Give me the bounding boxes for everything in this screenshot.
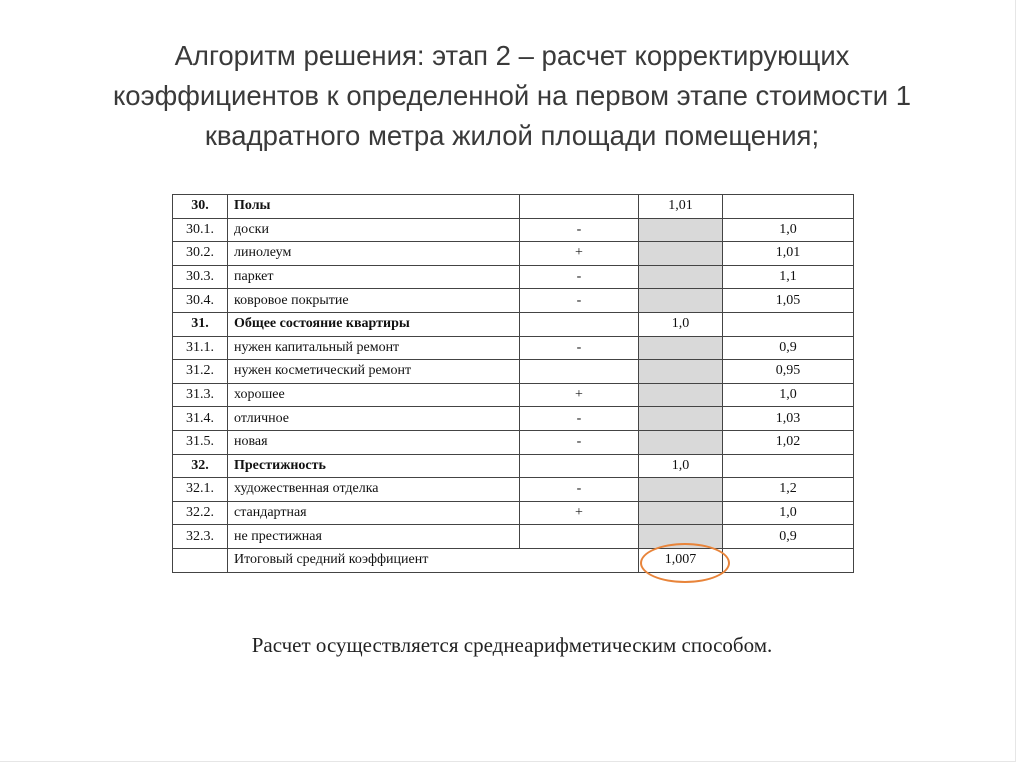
row-section-value — [639, 242, 723, 266]
table-row — [173, 289, 854, 313]
row-number: 31.3. — [173, 383, 228, 407]
slide-title — [40, 36, 984, 156]
total-empty-cell — [173, 548, 228, 572]
row-number: 30.4. — [173, 289, 228, 313]
row-value: 0,95 — [723, 360, 854, 384]
row-number: 30.3. — [173, 265, 228, 289]
row-section-value — [639, 430, 723, 454]
row-sign: - — [520, 407, 639, 431]
table-row — [173, 525, 854, 549]
table-row — [173, 265, 854, 289]
table-row — [173, 336, 854, 360]
row-sign — [520, 525, 639, 549]
row-sign: - — [520, 218, 639, 242]
row-section-value — [639, 289, 723, 313]
row-name: художественная отделка — [228, 478, 520, 502]
row-sign: - — [520, 430, 639, 454]
row-value — [723, 312, 854, 336]
row-section-value — [639, 501, 723, 525]
row-section-value — [639, 265, 723, 289]
row-number: 30.2. — [173, 242, 228, 266]
row-section-value — [639, 336, 723, 360]
row-number: 31.4. — [173, 407, 228, 431]
row-section-value — [639, 407, 723, 431]
table-row — [173, 430, 854, 454]
table-row — [173, 383, 854, 407]
row-section-value — [639, 360, 723, 384]
row-number: 31.1. — [173, 336, 228, 360]
row-sign — [520, 312, 639, 336]
row-sign — [520, 195, 639, 219]
calculation-note: Расчет осуществляется среднеарифметическим способом. — [251, 633, 773, 657]
row-name: нужен капитальный ремонт — [228, 336, 520, 360]
row-name: Престижность — [228, 454, 520, 478]
row-value: 0,9 — [723, 336, 854, 360]
row-section-value — [639, 478, 723, 502]
row-number: 31.5. — [173, 430, 228, 454]
row-value: 1,0 — [723, 218, 854, 242]
table-section-row — [173, 195, 854, 219]
total-trailing-cell — [723, 548, 854, 572]
row-number: 32. — [173, 454, 228, 478]
row-sign: + — [520, 501, 639, 525]
row-name: ковровое покрытие — [228, 289, 520, 313]
table-total-row — [173, 548, 854, 572]
row-value: 1,05 — [723, 289, 854, 313]
row-value: 1,02 — [723, 430, 854, 454]
row-section-value — [639, 383, 723, 407]
row-value: 1,2 — [723, 478, 854, 502]
title-line-1: Алгоритм решения: этап 2 – расчет корректирующих — [174, 40, 850, 71]
row-sign: - — [520, 289, 639, 313]
row-value — [723, 195, 854, 219]
title-line-3: квадратного метра жилой площади помещения; — [204, 120, 820, 151]
row-name: Полы — [228, 195, 520, 219]
row-section-value: 1,01 — [639, 195, 723, 219]
row-number: 30. — [173, 195, 228, 219]
coefficients-table-body — [173, 195, 854, 573]
row-section-value — [639, 218, 723, 242]
row-value: 1,1 — [723, 265, 854, 289]
row-sign — [520, 454, 639, 478]
table-section-row — [173, 312, 854, 336]
row-number: 32.1. — [173, 478, 228, 502]
row-name: не престижная — [228, 525, 520, 549]
row-value: 1,03 — [723, 407, 854, 431]
row-section-value — [639, 525, 723, 549]
row-number: 30.1. — [173, 218, 228, 242]
table-row — [173, 501, 854, 525]
row-number: 31.2. — [173, 360, 228, 384]
table-row — [173, 242, 854, 266]
row-name: хорошее — [228, 383, 520, 407]
row-sign: + — [520, 242, 639, 266]
row-value: 1,01 — [723, 242, 854, 266]
row-name: новая — [228, 430, 520, 454]
row-name: линолеум — [228, 242, 520, 266]
row-sign: + — [520, 383, 639, 407]
total-label: Итоговый средний коэффициент — [228, 548, 639, 572]
row-value: 1,0 — [723, 501, 854, 525]
row-number: 32.3. — [173, 525, 228, 549]
coefficients-table — [172, 194, 854, 573]
total-value: 1,007 — [639, 548, 723, 572]
row-value: 1,0 — [723, 383, 854, 407]
table-row — [173, 407, 854, 431]
table-section-row — [173, 454, 854, 478]
row-sign — [520, 360, 639, 384]
row-name: отличное — [228, 407, 520, 431]
row-name: паркет — [228, 265, 520, 289]
table-row — [173, 360, 854, 384]
table-row — [173, 478, 854, 502]
row-value: 0,9 — [723, 525, 854, 549]
row-sign: - — [520, 478, 639, 502]
row-name: стандартная — [228, 501, 520, 525]
row-sign: - — [520, 336, 639, 360]
row-sign: - — [520, 265, 639, 289]
title-line-2: коэффициентов к определенной на первом этапе стоимости 1 — [112, 80, 912, 111]
row-value — [723, 454, 854, 478]
row-name: Общее состояние квартиры — [228, 312, 520, 336]
row-section-value: 1,0 — [639, 312, 723, 336]
row-number: 31. — [173, 312, 228, 336]
row-number: 32.2. — [173, 501, 228, 525]
row-name: нужен косметический ремонт — [228, 360, 520, 384]
row-name: доски — [228, 218, 520, 242]
table-row — [173, 218, 854, 242]
row-section-value: 1,0 — [639, 454, 723, 478]
